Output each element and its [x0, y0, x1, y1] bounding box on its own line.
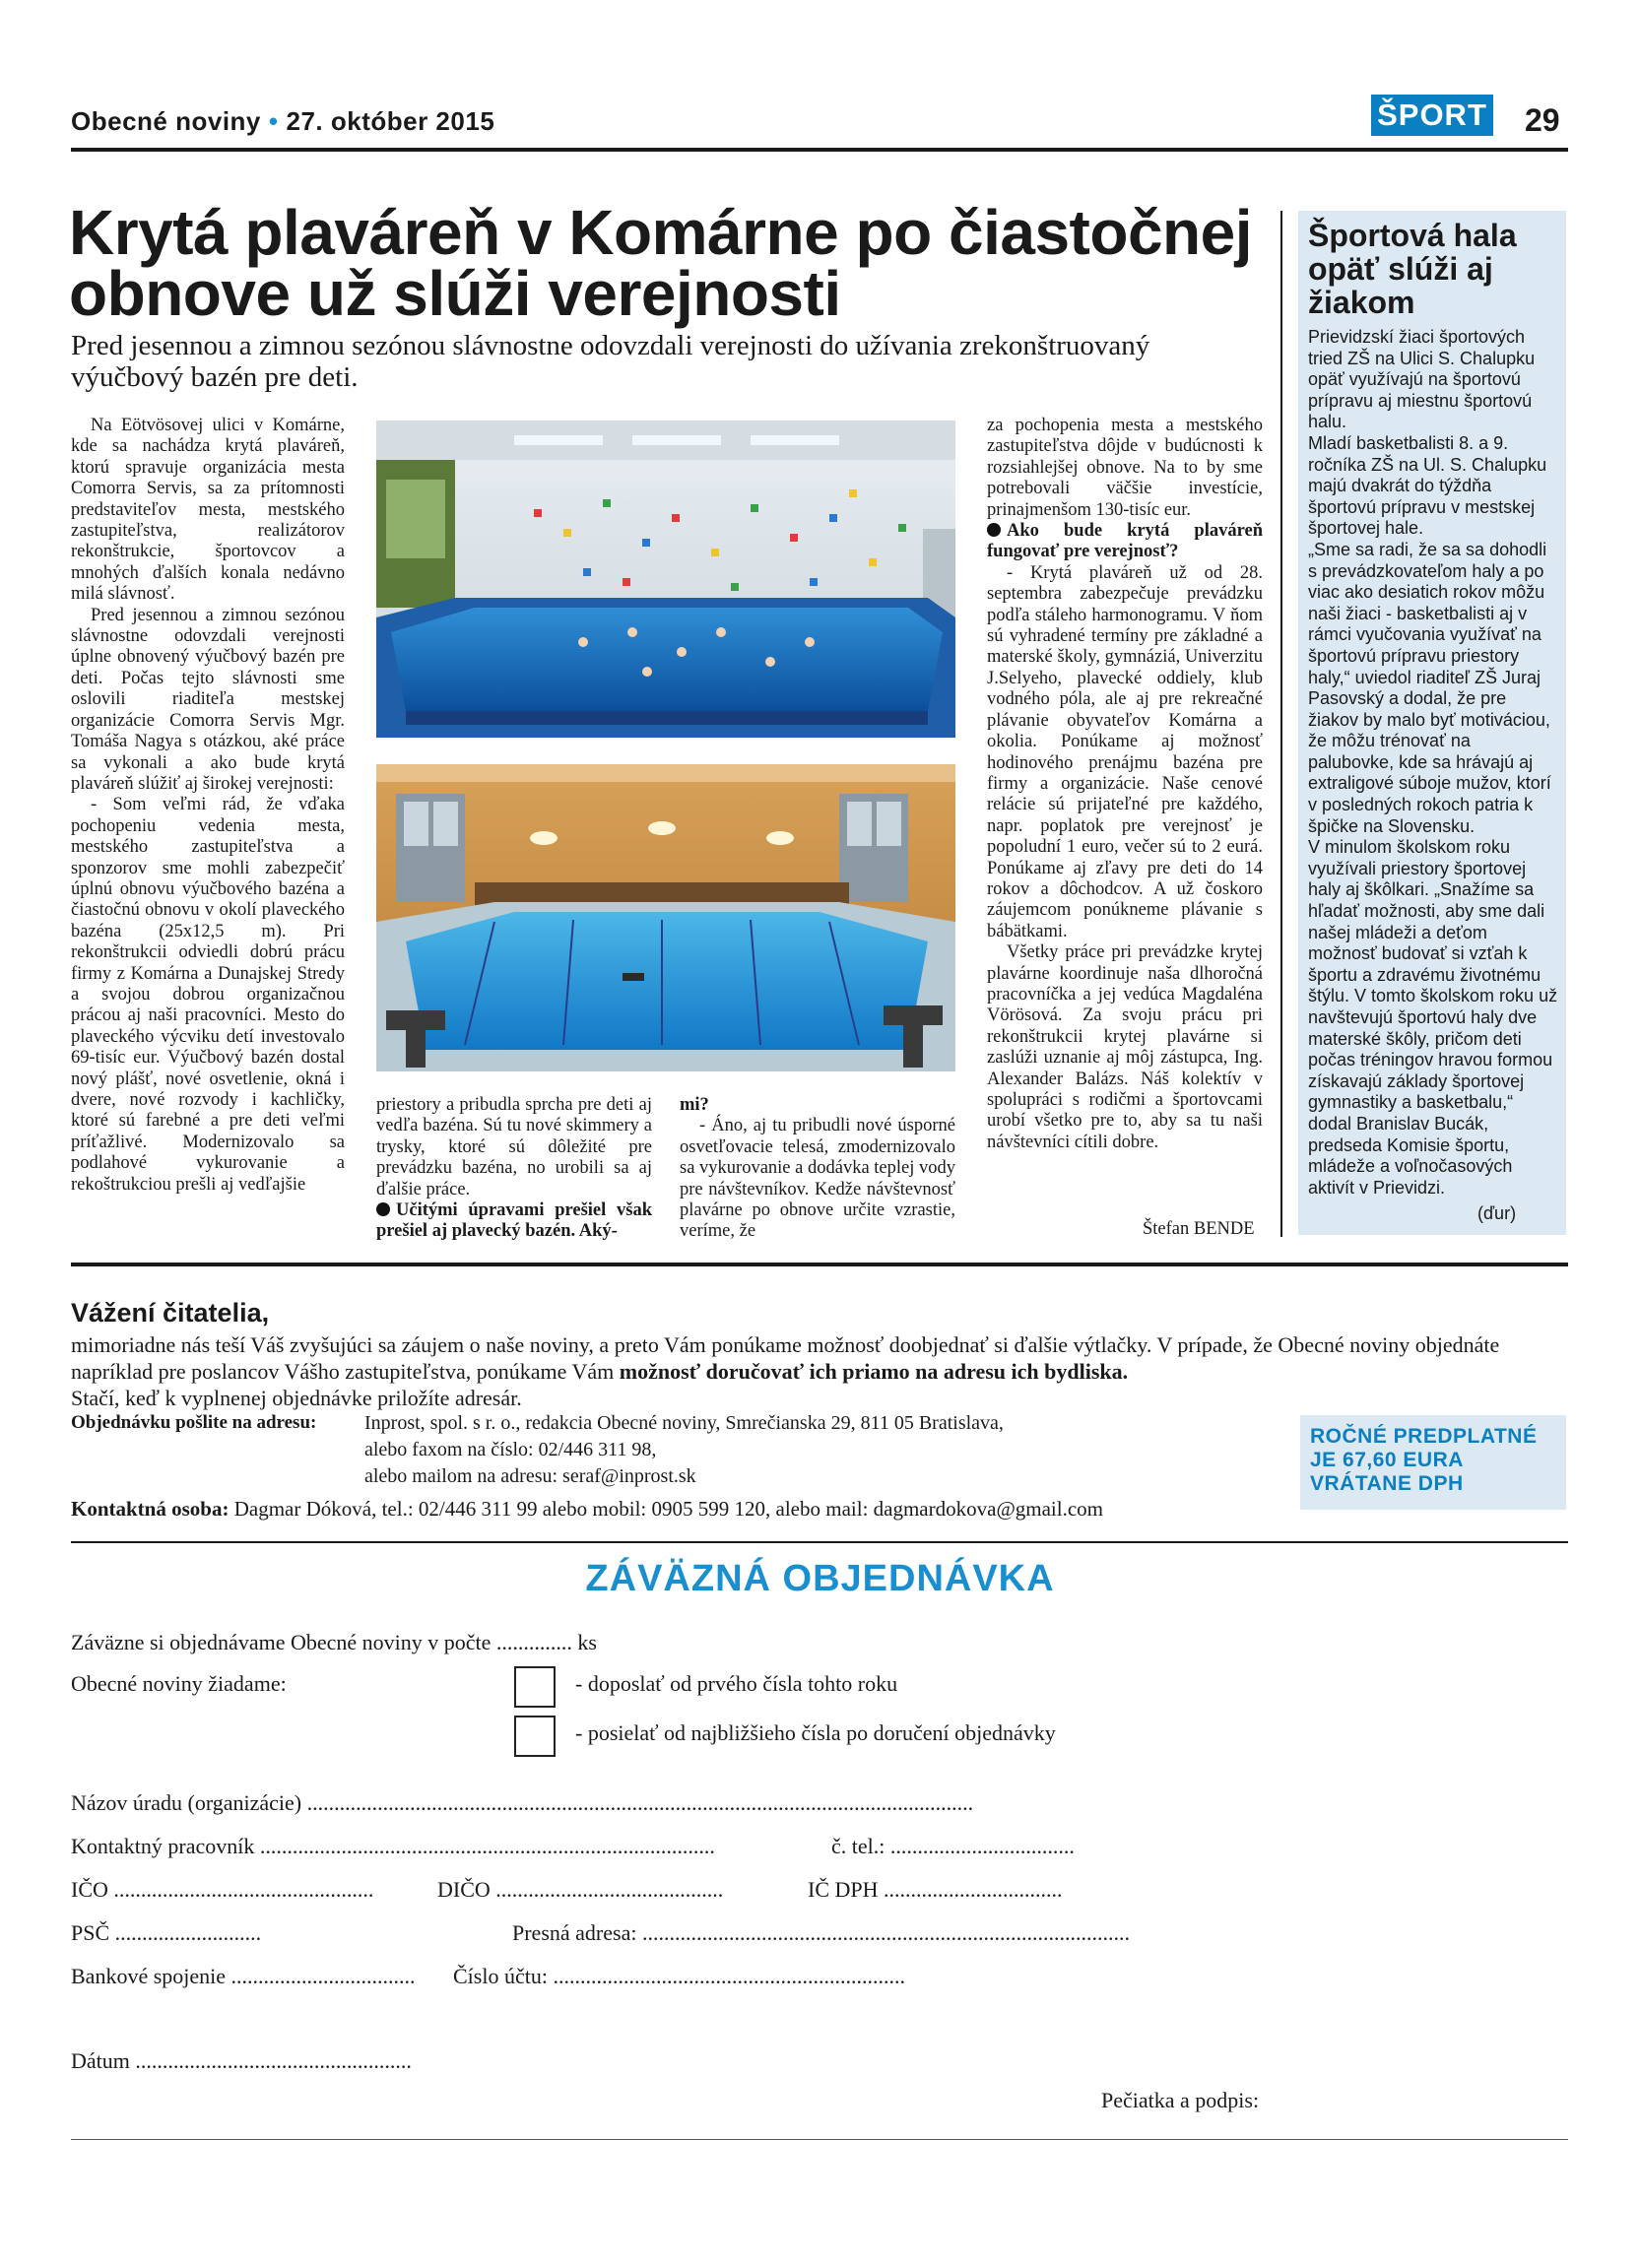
sidebar-signature: (ďur)	[1477, 1203, 1517, 1223]
bottom-rule	[71, 2139, 1568, 2140]
contact-line	[71, 1497, 1103, 1522]
column-divider	[1280, 211, 1282, 1237]
order-form-title: ZÁVÄZNÁ OBJEDNÁVKA	[585, 1558, 1055, 1599]
subscription-text-bold: možnosť doručovať ich priamo na adresu ich bydliska.	[619, 1359, 1129, 1384]
question-text: Ako bude krytá plaváreň fungovať pre verejnosť?	[987, 521, 1263, 562]
question	[987, 521, 1263, 563]
subscription-text	[71, 1331, 1568, 1411]
pool-photo-swimming	[376, 764, 955, 1071]
bullet-icon	[987, 523, 1001, 537]
ic-dph-field[interactable]: IČ DPH .................................	[808, 1877, 1063, 1902]
header-publication-line	[71, 106, 494, 137]
article-column-2a	[376, 1095, 652, 1243]
paragraph: - Som veľmi rád, že vďaka pochopeniu vedenia mesta, mestského zastupiteľstva a sponzorov sme mohli zabezpečiť úplnú obnovu výučbového bazéna a čiastočnú obnovu v okolí plaveckého bazéna (25x12,5 m). Pri rekonštrukcii odviedli dobrú prácu firmy z Komárna a Dunajskej Stredy a svojou dobrou organizačnou prácou aj naši pracovníci. Mesto do plaveckého výcviku detí investovalo 69-tisíc eur. Výučbový bazén dostal nový plášť, nové osvetlenie, okná i dvere, nové rozvody i kachličky, ktoré sú farebné a pre deti veľmi príťažlivé. Modernizovalo sa podlahové vykurovanie a rekoštrukciou prešli aj vedľajšie	[71, 795, 345, 1195]
header-rule	[71, 148, 1568, 152]
publication-name: Obecné noviny	[71, 106, 261, 136]
date-field[interactable]: Dátum ...................................................	[71, 2048, 412, 2073]
paragraph: priestory a pribudla sprcha pre deti aj vedľa bazéna. Sú tu nové skimmery a trysky, ktoré sú dôležité pre prevádzku bazéna, no urobili sa aj ďalšie práce.	[376, 1095, 652, 1199]
ico-field[interactable]: IČO ................................................	[71, 1877, 374, 1902]
stamp-signature-label: Pečiatka a podpis:	[1101, 2088, 1260, 2112]
paragraph: - Krytá plaváreň už od 28. septembra zabezpečuje prevádzku podľa stáleho harmonogramu. V ňom sú vyhradené termíny pre základné a materské školy, gymnáziá, Univerzitu J.Selyeho, plavecké oddiely, klub vodného póla, ale aj pre rekreačné plávanie obyvateľov Komárna a okolia. Ponúkame aj možnosť hodinového prenájmu bazéna pre firmy a organizácie. Naše cenové relácie sú prijateľné pre každého, napr. poplatok pre verejnosť je popoludní 1 euro, večer sú to 2 eurá. Ponúkame aj zľavy pre deti do 14 rokov a dôchodcov. A už čoskoro záujemcom ponúkneme plávanie s bábätkami.	[987, 562, 1263, 941]
request-label: Obecné noviny žiadame:	[71, 1671, 287, 1696]
address-lines	[364, 1410, 1004, 1490]
option-2-label: - posielať od najbližšieho čísla po doručení objednávky	[575, 1720, 1056, 1745]
page-number: 29	[1525, 102, 1560, 138]
promo-text: ROČNÉ PREDPLATNÉ JE 67,60 EURA VRÁTANE DPH	[1310, 1425, 1538, 1495]
article-column-1	[71, 416, 345, 1196]
sidebar-paragraph: Mladí basketbalisti 8. a 9. ročníka ZŠ na Ul. S. Chalupku majú dvakrát do týždňa športovú prípravu v mestskej športovej hale.	[1308, 432, 1547, 539]
article-column-2b	[680, 1095, 955, 1243]
section-badge: ŠPORT	[1371, 95, 1493, 136]
option-1-label: - doposlať od prvého čísla tohto roku	[575, 1671, 898, 1696]
bullet-icon	[376, 1202, 390, 1216]
article-column-3	[987, 416, 1263, 1153]
address-line: alebo faxom na číslo: 02/446 311 98,	[364, 1439, 657, 1460]
subscription-text-part: Stačí, keď k vyplnenej objednávke priložíte adresár.	[71, 1386, 522, 1410]
paragraph: za pochopenia mesta a mestského zastupiteľstva dôjde v budúcnosti k rozsiahlejšej obnove. Na to by sme potrebovali väčšie investície, prinajmenšom 130-tisíc eur.	[987, 416, 1263, 520]
address-label: Objednávku pošlite na adresu:	[71, 1412, 317, 1433]
paragraph: Na Eötvösovej ulici v Komárne, kde sa nachádza krytá plaváreň, ktorú spravuje organizácia mesta Comorra Servis, sa za prítomnosti predstaviteľov mesta, mestského zastupiteľstva, realizátorov rekonštrukcie, športovcov a mnohých ďalších konala nedávno milá slávnosť.	[71, 416, 345, 605]
section-rule	[71, 1263, 1568, 1266]
question-continued: mi?	[680, 1095, 709, 1115]
question-text: Učitými úpravami prešiel však prešiel aj plavecký bazén. Aký-	[376, 1200, 652, 1242]
paragraph: Všetky práce pri prevádzke krytej plavárne koordinuje naša dlhoročná pracovníčka a jej vedúca Magdaléna Vörösová. Za svoju prácu pri rekonštrukcii krytej plavárne si zaslúži uznanie aj môj zástupca, Ing. Alexander Balázs. Náš kolektív v spolupráci s rodičmi a športovcami urobí všetko pre to, aby sa tu naši návštevníci cítili dobre.	[987, 942, 1263, 1152]
contact-worker-field[interactable]: Kontaktný pracovník ....................................................................................	[71, 1834, 715, 1858]
sidebar-title: Športová hala opäť slúži aj žiakom	[1308, 218, 1517, 320]
order-count-line[interactable]: Záväzne si objednávame Obecné noviny v počte .............. ks	[71, 1630, 597, 1654]
address-line: alebo mailom na adresu: seraf@inprost.sk	[364, 1465, 696, 1487]
sidebar-paragraph: Prievidzskí žiaci športových tried ZŠ na Ulici S. Chalupku opäť využívajú na športovú prípravu aj miestnu športovú halu.	[1308, 327, 1536, 432]
address-field[interactable]: Presná adresa: ..........................................................................................	[512, 1920, 1130, 1945]
option-1-checkbox[interactable]	[514, 1666, 556, 1708]
sidebar-paragraph: V minulom školskom roku využívali priestory športovej haly aj škôlkari. „Snažíme sa hľadať možnosti, aby sme dali našej mládeži a deťom možnosť budovať si vzťah k športu a zdravému životnému štýlu. V tomto školskom roku už navštevujú športovú haly dve materské škôly, pričom deti počas tréningov hravou formou získavajú základy športovej gymnastiky a basketbalu,“ dodal Branislav Bucák, predseda Komisie športu, mládeže a voľnočasových aktivít v Prievidzi.	[1308, 837, 1558, 1198]
article-author: Štefan BENDE	[1143, 1219, 1255, 1239]
separator-dot-icon: •	[268, 106, 279, 136]
office-field[interactable]: Názov úradu (organizácie) ...........................................................................................................................	[71, 1790, 974, 1815]
paragraph: Pred jesennou a zimnou sezónou slávnostne odovzdali verejnosti úplne obnovený výučbový bazén pre deti. Počas tejto slávnosti sme oslovili riaditeľa mestskej organizácie Comorra Servis Mgr. Tomáša Nagya s otázkou, aké práce sa vykonali a ako bude krytá plaváreň slúžiť aj širokej verejnosti:	[71, 605, 345, 794]
sidebar-body	[1308, 327, 1559, 1199]
question	[376, 1200, 652, 1243]
psc-field[interactable]: PSČ ...........................	[71, 1920, 262, 1945]
issue-date: 27. október 2015	[286, 106, 495, 136]
paragraph: - Áno, aj tu pribudli nové úsporné osvetľovacie telesá, zmodernizovalo sa vykurovanie a dodávka teplej vody pre návštevníkov. Kedže návštevnosť plavárne po obnove určite vzrastie, veríme, že	[680, 1116, 955, 1242]
bank-field[interactable]: Bankové spojenie ..................................	[71, 1964, 416, 1988]
form-rule	[71, 1541, 1568, 1543]
phone-field[interactable]: č. tel.: ..................................	[831, 1834, 1075, 1858]
contact-label: Kontaktná osoba:	[71, 1497, 230, 1521]
dico-field[interactable]: DIČO ..........................................	[437, 1877, 724, 1902]
option-2-checkbox[interactable]	[514, 1716, 556, 1757]
contact-details: Dagmar Dóková, tel.: 02/446 311 99 alebo mobil: 0905 599 120, alebo mail: dagmardokova@gmail.com	[233, 1497, 1104, 1521]
address-line: Inprost, spol. s r. o., redakcia Obecné noviny, Smrečianska 29, 811 05 Bratislava,	[364, 1412, 1004, 1434]
article-lead: Pred jesennou a zimnou sezónou slávnostne odovzdali verejnosti do užívania zrekonštruovaný výučbový bazén pre deti.	[71, 330, 1150, 393]
subscription-text-part: mimoriadne nás teší Váš zvyšujúci sa záujem o naše noviny, a preto Vám ponúkame možnosť doobjednať si ďalšie výtlačky. V prípade, že Obecné noviny objednáte napríklad pre poslancov Vášho zastupiteľstva, ponúkame Vám	[71, 1332, 1500, 1384]
sidebar-paragraph: „Sme sa radi, že sa sa dohodli s prevádzkovateľom haly a po viac ako desiatich rokov môžu naši žiaci - basketbalisti aj v rámci vyučovania využívať na športovú prípravu priestory haly,“ uviedol riaditeľ ZŠ Juraj Pasovský a dodal, že pre žiakov by malo byť motiváciou, že môžu trénovať na palubovke, kde sa hrávajú aj extraligové súboje mužov, ktorí v posledných rokoch patria k špičke na Slovensku.	[1308, 539, 1551, 836]
pool-photo-children	[376, 421, 955, 738]
account-field[interactable]: Číslo účtu: .................................................................	[453, 1964, 905, 1988]
subscription-greeting: Vážení čitatelia,	[71, 1298, 270, 1328]
article-title: Krytá plaváreň v Komárne po čiastočnej obnove už slúži verejnosti	[69, 197, 1252, 329]
